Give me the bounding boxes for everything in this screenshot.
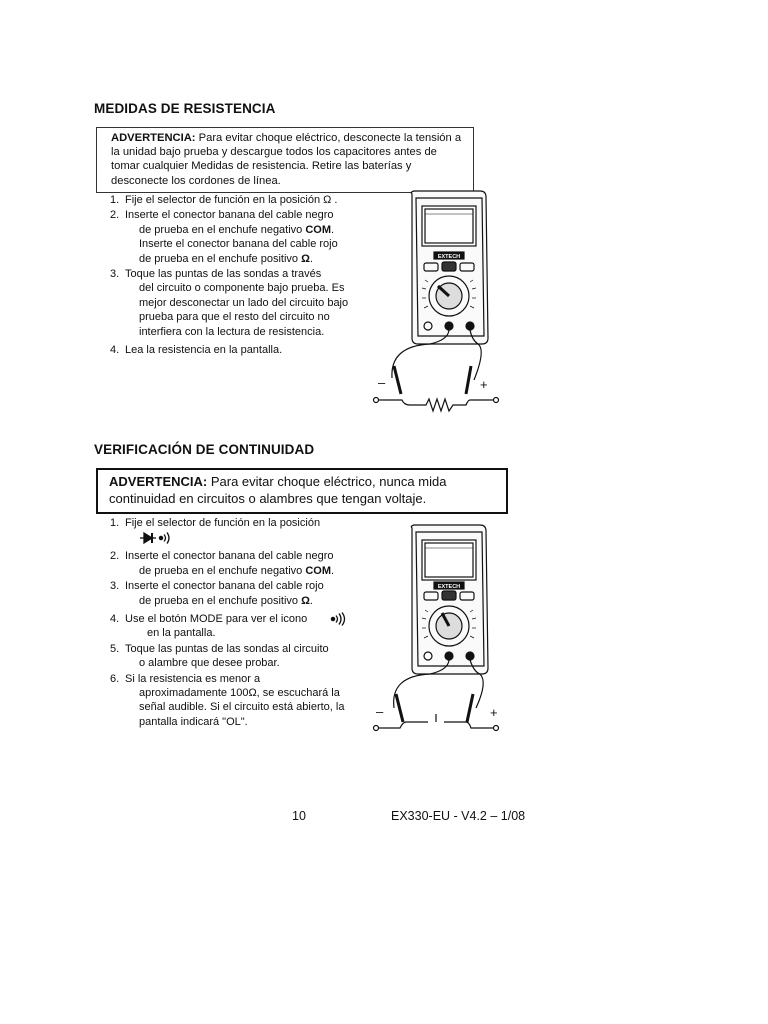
warning-label: ADVERTENCIA: — [111, 132, 196, 144]
list-item: 6. Si la resistencia es menor a aproximadamente 100Ω, se escuchará la señal audible. Si el circuito está abierto, la pantalla indicará "OL". — [110, 672, 345, 728]
steps-list-resistance — [110, 193, 370, 357]
multimeter-resistance-figure — [370, 188, 510, 414]
warning-label: ADVERTENCIA: — [109, 474, 208, 489]
warning-box-continuity — [96, 468, 508, 514]
list-item: 5. Toque las puntas de las sondas al circuito o alambre que desee probar. — [110, 642, 329, 670]
section-title-continuity: VERIFICACIÓN DE CONTINUIDAD — [94, 442, 315, 457]
minus-label: – — [378, 375, 386, 390]
page-number: 10 — [292, 809, 306, 823]
warning-text: Para evitar choque eléctrico, nunca mida continuidad en circuitos o alambres que tengan voltaje. — [109, 474, 447, 506]
brand-label: EXTECH — [437, 254, 461, 260]
continuity-icon — [330, 612, 348, 626]
list-item: 1. Fije el selector de función en la posición — [110, 516, 372, 548]
warning-box-resistance — [96, 127, 474, 193]
brand-label: EXTECH — [437, 584, 461, 590]
minus-label: – — [376, 704, 384, 719]
list-item: 1. Fije el selector de función en la posición Ω . — [110, 194, 338, 206]
list-item: 3. Toque las puntas de las sondas a través del circuito o componente bajo prueba. Es mejor desconectar un lado del circuito bajo prueba para que el resto del circuito no interfiera con la lectura de resistencia. — [110, 268, 349, 338]
section-title-resistance: MEDIDAS DE RESISTENCIA — [94, 101, 276, 116]
list-item: 2. Inserte el conector banana del cable negro de prueba en el enchufe negativo COM. Inserte el conector banana del cable rojo de prueba en el enchufe positivo Ω. — [110, 209, 338, 265]
diode-continuity-icon — [139, 531, 175, 545]
warning-text: Para evitar choque eléctrico, desconecte la tensión a la unidad bajo prueba y descargue todos los capacitores antes de tomar cualquier Medidas de resistencia. Retire las baterías y desconecte los cordones de línea. — [111, 132, 462, 187]
steps-list-continuity — [110, 516, 372, 729]
plus-label: + — [490, 705, 498, 720]
document-id: EX330-EU - V4.2 – 1/08 — [391, 809, 526, 823]
list-item: 2. Inserte el conector banana del cable negro de prueba en el enchufe negativo COM. — [110, 550, 335, 577]
plus-label: + — [480, 377, 488, 392]
list-item: 4. Use el botón MODE para ver el icono en la pantalla. — [110, 612, 372, 641]
multimeter-continuity-figure — [370, 522, 510, 744]
list-item: 4. Lea la resistencia en la pantalla. — [110, 344, 283, 357]
list-item: 3. Inserte el conector banana del cable rojo de prueba en el enchufe positivo Ω. — [110, 580, 324, 607]
